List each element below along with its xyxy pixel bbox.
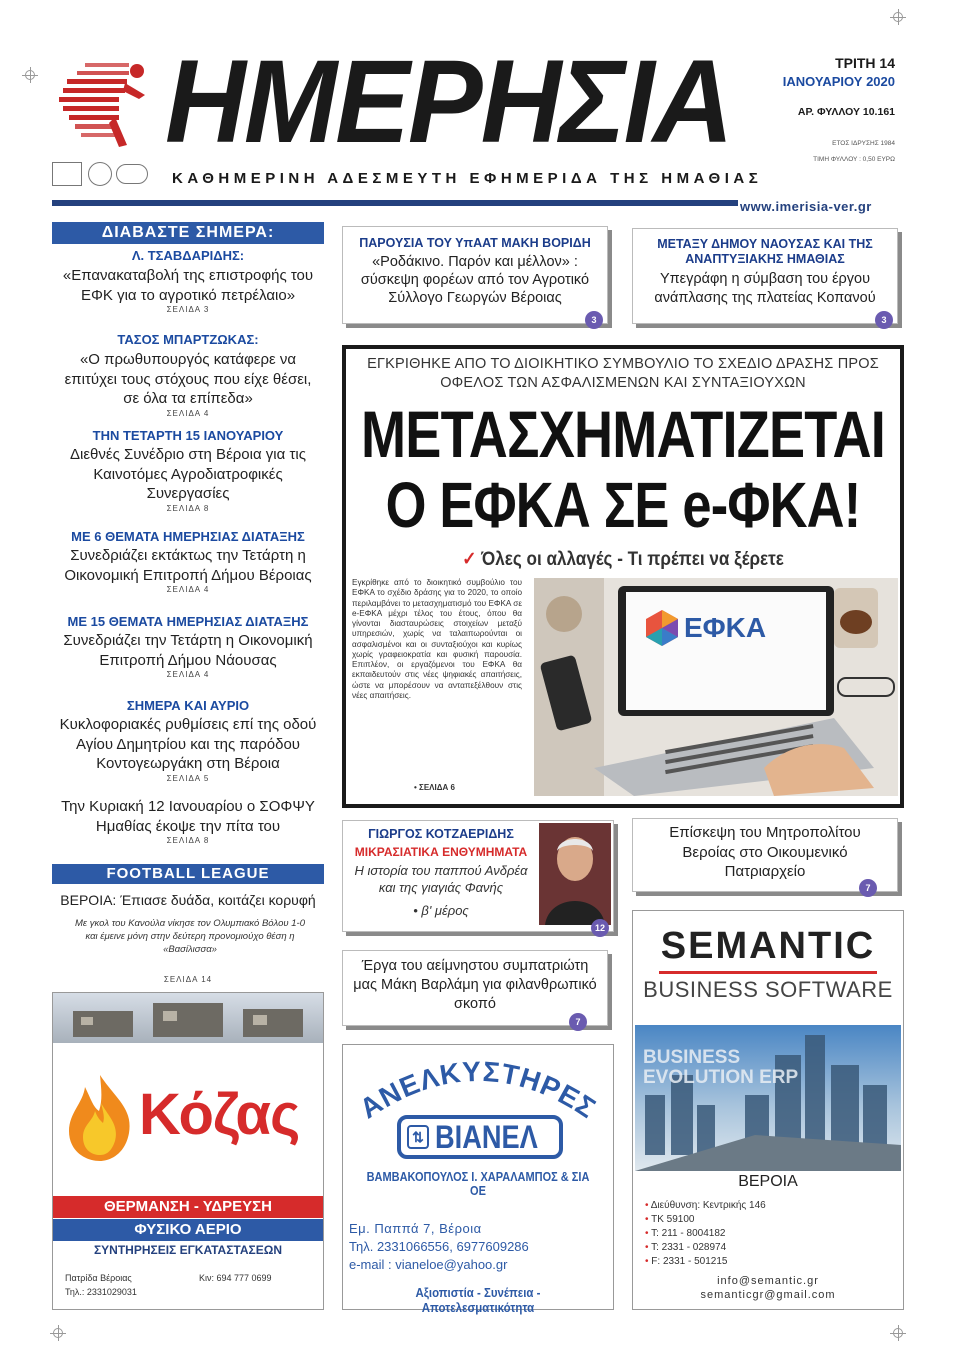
sidebar-item-page: ΣΕΛΙΔΑ 8	[166, 503, 210, 513]
laptop-photo	[534, 578, 898, 796]
news-box-text: Η ιστορία του παππού Ανδρέα και της γιαγιάς Φανής	[354, 863, 528, 895]
semantic-email-1[interactable]: info@semantic.gr	[717, 1275, 819, 1287]
vianel-email[interactable]: e-mail : vianeloe@yahoo.gr	[349, 1257, 508, 1272]
news-box-text: Υπεγράφη η σύμβαση του έργου ανάπλασης της πλατείας Κοπανού	[654, 271, 876, 306]
sidebar-item-text: Συνεδριάζει την Τετάρτη η Οικονομική Επιτροπή Δήμου Νάουσας	[63, 632, 313, 669]
buildings-photo	[53, 993, 323, 1043]
lead-subhead-text: Όλες οι αλλαγές - Τι πρέπει να ξέρετε	[481, 549, 784, 570]
kozas-line1: ΘΕΡΜΑΝΣΗ - ΥΔΡΕΥΣΗ	[53, 1196, 323, 1218]
page-badge: 7	[569, 1013, 587, 1031]
vianel-address: Εμ. Παππά 7, Βέροια	[349, 1221, 482, 1236]
page-badge: 7	[859, 879, 877, 897]
sidebar-item-text: Την Κυριακή 12 Ιανουαρίου ο ΣΟΦΨΥ Ημαθίας έκοψε την πίτα του	[61, 798, 315, 835]
semantic-email-2[interactable]: semanticgr@gmail.com	[700, 1289, 836, 1301]
news-box-part: • β' μέρος	[413, 903, 469, 918]
sidebar-item-head: ΤΑΣΟΣ ΜΠΑΡΤΖΩΚΑΣ:	[117, 332, 259, 347]
elevator-icon: ⇅	[407, 1125, 429, 1149]
news-box-metropolitis[interactable]	[632, 818, 898, 892]
erp-line1: BUSINESS	[643, 1047, 741, 1068]
registration-mark	[893, 1328, 903, 1338]
header-rule	[52, 200, 738, 206]
sidebar-item-head: Λ. ΤΣΑΒΔΑΡΙΔΗΣ:	[131, 248, 245, 263]
news-box-varlamis[interactable]	[342, 950, 608, 1026]
news-box-head: ΜΕΤΑΞΥ ΔΗΜΟΥ ΝΑΟΥΣΑΣ ΚΑΙ ΤΗΣ ΑΝΑΠΤΥΞΙΑΚΗΣ ΗΜΑΘΙΑΣ	[657, 237, 873, 266]
masthead-title: ΗΜΕΡΗΣΙΑ	[165, 35, 732, 168]
kozas-line3: ΣΥΝΤΗΡΗΣΕΙΣ ΕΓΚΑΤΑΣΤΑΣΕΩΝ	[93, 1243, 283, 1257]
semantic-brand: SEMANTIC	[660, 925, 876, 967]
sidebar-item-text: Συνεδριάζει εκτάκτως την Τετάρτη η Οικονομική Επιτροπή Δήμου Βέροιας	[64, 547, 312, 584]
news-box-naousa[interactable]	[632, 228, 898, 324]
issue-founded: ΕΤΟΣ ΙΔΡΥΣΗΣ 1984	[832, 140, 895, 147]
lead-headline-2: Ο ΕΦΚΑ ΣΕ e-ΦΚΑ!	[385, 469, 861, 541]
sidebar-item-text: Κυκλοφοριακές ρυθμίσεις επί της οδού Αγίου Δημητρίου και της παρόδου Κοντογεωργάκη στη Βέροια	[59, 716, 317, 772]
kozas-brand: Κόζας	[139, 1082, 300, 1147]
contact-line: • Τ: 2331 - 028974	[645, 1242, 727, 1253]
registration-mark	[53, 1328, 63, 1338]
vianel-motto: Αξιοπιστία - Συνέπεια - Αποτελεσματικότητα	[415, 1285, 541, 1315]
semantic-tagline: BUSINESS SOFTWARE	[643, 977, 893, 1002]
news-box-head: ΠΑΡΟΥΣΙΑ ΤΟΥ ΥπΑΑΤ ΜΑΚΗ ΒΟΡΙΔΗ	[359, 236, 591, 250]
website-link[interactable]: www.imerisia-ver.gr	[740, 199, 872, 214]
semantic-city: ΒΕΡΟΙΑ	[738, 1173, 798, 1190]
issue-month: ΙΑΝΟΥΑΡΙΟΥ 2020	[782, 74, 895, 89]
kozas-mobile: Κιν: 694 777 0699	[199, 1273, 272, 1283]
esiee-logo	[116, 164, 148, 184]
sidebar-item-head: ΜΕ 6 ΘΕΜΑΤΑ ΗΜΕΡΗΣΙΑΣ ΔΙΑΤΑΞΗΣ	[71, 529, 305, 544]
football-title[interactable]: ΒΕΡΟΙΑ: Έπιασε δυάδα, κοιτάζει κορυφή	[60, 892, 316, 908]
erp-line2: EVOLUTION ERP	[643, 1067, 799, 1088]
sidebar-item[interactable]	[52, 797, 324, 845]
sidebar-item-text: Διεθνές Συνέδριο στη Βέροια για τις Καινοτόμες Αγροδιατροφικές Συνεργασίες	[70, 446, 306, 502]
news-box-kotzaeridis[interactable]	[342, 820, 614, 932]
news-box-text: Επίσκεψη του Μητροπολίτου Βεροίας στο Οικουμενικό Πατριαρχείο	[669, 824, 861, 880]
kozas-address: Πατρίδα Βέροιας	[65, 1273, 132, 1283]
news-box-boridis[interactable]	[342, 226, 608, 324]
contact-line: • Τ: 211 - 8004182	[645, 1228, 726, 1239]
sidebar-item[interactable]	[52, 428, 324, 513]
svg-text:ΑΝΕΛΚΥΣΤΗΡΕΣ: ΑΝΕΛΚΥΣΤΗΡΕΣ	[354, 1055, 602, 1125]
football-bullet: Με γκολ του Κανούλα νίκησε τον Ολυμπιακό Βόλου 1-0 και έμεινε μόνη στην δεύτερη προνομιούχο θέση η «Βασίλισσα»	[75, 918, 305, 955]
seal-logo	[88, 162, 112, 186]
sidebar-item[interactable]	[52, 248, 324, 314]
lead-story[interactable]	[342, 345, 904, 808]
lead-body: Εγκρίθηκε από το διοικητικό συμβούλιο του ΕΦΚΑ το σχέδιο δράσης για το 2020, το οποίο περιλαμβάνει το μετασχηματισμό του ΕΦΚΑ σε e-ΕΦΚΑ μέχρι τέλος του έτους, όπου θα γίνονται διασταυρώσεις στοιχείων μεταξύ υπηρεσιών, χωρίς να ταλαιπωρούνται οι ασφαλισμένοι και οι συνταξιούχοι και κυρίως χωρίς γραφειοκρατία και φυσική παρουσία. Επιπλέον, οι εργαζόμενοι του ΕΦΚΑ θα εκπαιδευτούν στις νέες ψηφιακές απαιτήσεις, ώστε να μπορέσουν να ανταπεξέλθουν στις νέες απαιτήσεις.	[352, 578, 522, 700]
sidebar-item-head: ΤΗΝ ΤΕΤΑΡΤΗ 15 ΙΑΝΟΥΑΡΙΟΥ	[92, 428, 284, 443]
issue-number: ΑΡ. ΦΥΛΛΟΥ 10.161	[797, 106, 895, 118]
page-badge: 3	[875, 311, 893, 329]
sidebar-item-page: ΣΕΛΙΔΑ 3	[166, 305, 210, 314]
sidebar-heading: ΔΙΑΒΑΣΤΕ ΣΗΜΕΡΑ:	[52, 222, 324, 244]
news-box-text: «Ροδάκινο. Παρόν και μέλλον» : σύσκεψη φορέων από τον Αγροτικό Σύλλογο Γεωργών Βέροιας	[360, 254, 590, 307]
contact-line: • F: 2331 - 501215	[645, 1256, 728, 1267]
sidebar-item-page: ΣΕΛΙΔΑ 5	[166, 773, 210, 783]
badge-logo	[52, 162, 82, 186]
efka-screen-logo: ΕΦΚΑ	[684, 612, 767, 643]
contact-line: • ΤΚ 59100	[645, 1214, 695, 1225]
page-badge: 3	[585, 311, 603, 329]
semantic-contact	[645, 1199, 766, 1269]
semantic-ad[interactable]	[632, 910, 904, 1310]
page-badge: 12	[591, 919, 609, 937]
sidebar-item-page: ΣΕΛΙΔΑ 8	[166, 836, 210, 845]
semantic-rule	[659, 971, 877, 974]
news-box-text: Έργα του αείμνηστου συμπατριώτη μας Μάκη Βαρλάμη για φιλανθρωπικό σκοπό	[353, 958, 597, 1012]
sidebar-item-text: «Ο πρωθυπουργός κατάφερε να επιτύχει τους στόχους που είχε θέσει, σε όλα τα επίπεδα»	[64, 351, 312, 407]
check-icon: ✓	[462, 549, 477, 570]
sidebar-item[interactable]	[52, 332, 324, 418]
vianel-ad[interactable]	[342, 1044, 614, 1315]
sidebar-item[interactable]	[52, 698, 324, 783]
lead-subhead	[374, 548, 873, 571]
flame-icon	[65, 1073, 135, 1163]
vianel-brand: ΒΙΑΝΕΛ	[435, 1119, 538, 1155]
sidebar-item-text: «Επανακαταβολή της επιστροφής του ΕΦΚ για το αγροτικό πετρέλαιο»	[62, 267, 314, 304]
registration-mark	[25, 70, 35, 80]
sidebar-item-page: ΣΕΛΙΔΑ 4	[166, 670, 210, 679]
registration-mark	[893, 12, 903, 22]
news-box-subhead: ΜΙΚΡΑΣΙΑΤΙΚΑ ΕΝΘΥΜΗΜΑΤΑ	[354, 845, 528, 859]
football-page: ΣΕΛΙΔΑ 14	[163, 975, 213, 984]
issue-day: ΤΡΙΤΗ 14	[835, 55, 895, 71]
sidebar-item-page: ΣΕΛΙΔΑ 4	[166, 408, 210, 418]
runner-logo	[55, 55, 155, 155]
vianel-phone: Τηλ. 2331066556, 6977609286	[349, 1239, 529, 1254]
football-heading: FOOTBALL LEAGUE	[52, 864, 324, 884]
kozas-line2: ΦΥΣΙΚΟ ΑΕΡΙΟ	[53, 1219, 323, 1241]
news-box-head: ΓΙΩΡΓΟΣ ΚΟΤΖΑΕΡΙΔΗΣ	[368, 827, 514, 841]
kozas-ad[interactable]	[52, 992, 324, 1310]
kozas-phone: Τηλ.: 2331029031	[65, 1287, 137, 1297]
sidebar-item-head: ΣΗΜΕΡΑ ΚΑΙ ΑΥΡΙΟ	[126, 698, 250, 713]
masthead-subtitle: ΚΑΘΗΜΕΡΙΝΗ ΑΔΕΣΜΕΥΤΗ ΕΦΗΜΕΡΙΔΑ ΤΗΣ ΗΜΑΘΙΑΣ	[172, 170, 763, 187]
contact-line: • Διεύθυνση: Κεντρικής 146	[645, 1200, 766, 1211]
author-photo	[539, 823, 611, 925]
lead-page: • ΣΕΛΙΔΑ 6	[414, 783, 455, 792]
vianel-company: ΒΑΜΒΑΚΟΠΟΥΛΟΣ Ι. ΧΑΡΑΛΑΜΠΟΣ & ΣΙΑ ΟΕ	[366, 1170, 590, 1198]
issue-price: ΤΙΜΗ ΦΥΛΛΟΥ : 0,50 ΕΥΡΩ	[813, 156, 895, 163]
lead-headline-1: ΜΕΤΑΣΧΗΜΑΤΙΖΕΤΑΙ	[361, 397, 885, 471]
sidebar-item[interactable]	[52, 529, 324, 594]
city-photo	[635, 1025, 901, 1171]
lead-kicker: ΕΓΚΡΙΘΗΚΕ ΑΠΟ ΤΟ ΔΙΟΙΚΗΤΙΚΟ ΣΥΜΒΟΥΛΙΟ ΤΟ ΣΧΕΔΙΟ ΔΡΑΣΗΣ ΠΡΟΣ ΟΦΕΛΟΣ ΤΩΝ ΑΣΦΑΛΙΣΜΕΝΩΝ ΚΑΙ ΣΥΝΤΑΞΙΟΥΧΩΝ	[367, 356, 879, 391]
sidebar-item[interactable]	[52, 614, 324, 679]
sidebar-item-page: ΣΕΛΙΔΑ 4	[166, 585, 210, 594]
efka-hex-icon	[642, 608, 682, 648]
sidebar-item-head: ΜΕ 15 ΘΕΜΑΤΑ ΗΜΕΡΗΣΙΑΣ ΔΙΑΤΑΞΗΣ	[67, 614, 309, 629]
